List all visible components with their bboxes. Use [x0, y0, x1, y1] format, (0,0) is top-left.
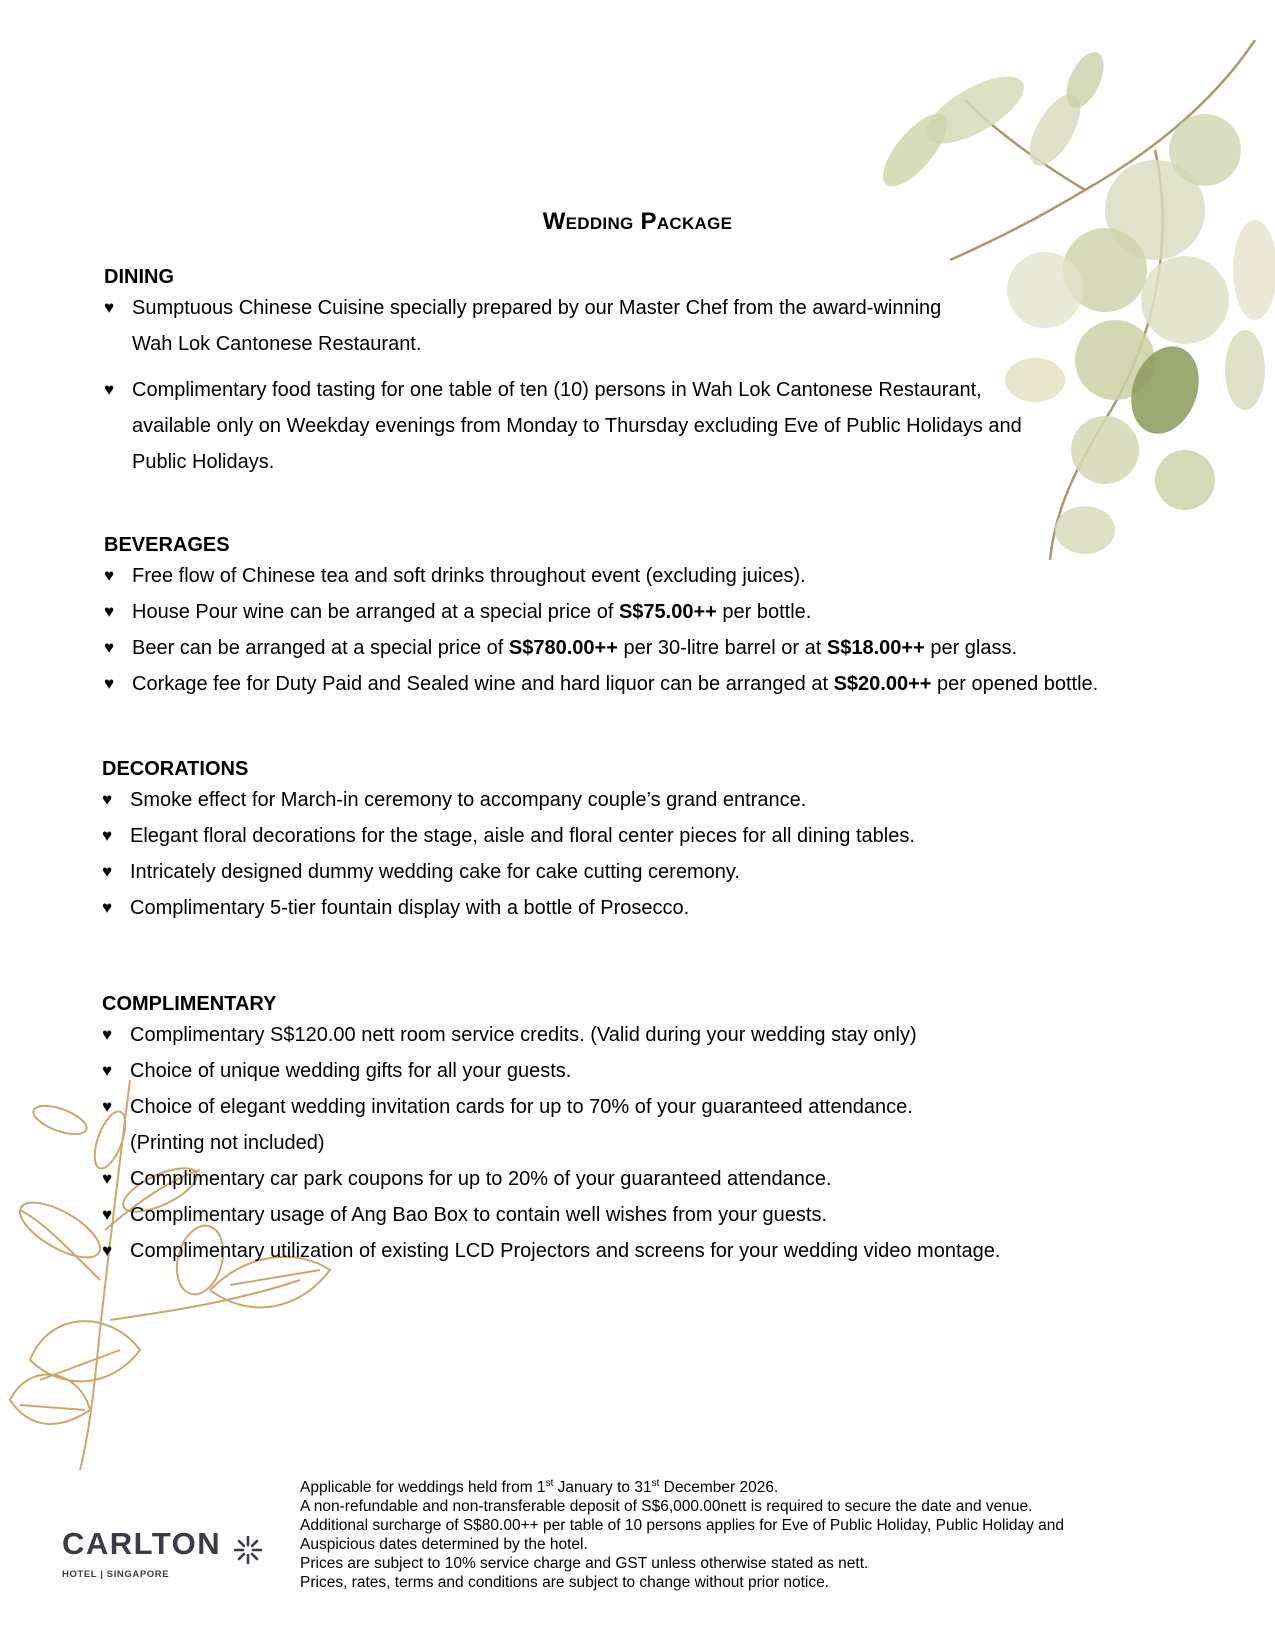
- footer-text: December 2026.: [659, 1479, 779, 1496]
- item-text: per 30-litre barrel or at: [617, 637, 827, 659]
- item-text: per opened bottle.: [931, 673, 1099, 695]
- list-item: [102, 1053, 1000, 1089]
- decorations-heading: DECORATIONS: [102, 758, 249, 780]
- list-item: [102, 1017, 1000, 1053]
- item-line: (Printing not included): [130, 1132, 325, 1154]
- beverages-section: [104, 532, 1098, 702]
- list-item: [104, 666, 1098, 702]
- price: S$780.00++: [508, 637, 618, 659]
- ordinal-suffix: st: [545, 1477, 554, 1489]
- heart-bullet-icon: ♥: [104, 298, 115, 317]
- heart-bullet-icon: ♥: [102, 1061, 113, 1080]
- item-line: Complimentary S$120.00 nett room service credits. (Valid during your wedding stay only): [130, 1024, 917, 1046]
- heart-bullet-icon: ♥: [102, 826, 113, 845]
- item-line: Public Holidays.: [132, 451, 275, 473]
- list-item: [104, 594, 1098, 630]
- starburst-icon: [232, 1534, 264, 1566]
- footer-note: Prices are subject to 10% service charge and GST unless otherwise stated as nett.: [300, 1555, 869, 1572]
- list-item: [102, 1233, 1000, 1269]
- item-line: Complimentary utilization of existing LCD Projectors and screens for your wedding video montage.: [130, 1240, 1001, 1262]
- logo-subtitle: HOTEL | SINGAPORE: [62, 1568, 170, 1580]
- item-text: Smoke effect for March-in ceremony to accompany couple’s grand entrance.: [130, 789, 807, 811]
- list-item: [102, 854, 915, 890]
- heart-bullet-icon: ♥: [102, 898, 113, 917]
- price: S$20.00++: [833, 673, 932, 695]
- item-text: Free flow of Chinese tea and soft drinks throughout event (excluding juices).: [132, 565, 806, 587]
- heart-bullet-icon: ♥: [104, 566, 115, 585]
- item-line: Sumptuous Chinese Cuisine specially prepared by our Master Chef from the award-winning: [132, 297, 942, 319]
- list-item: [104, 290, 1022, 362]
- footer-text: January to 31: [553, 1479, 652, 1496]
- page-title: Wedding Package: [542, 208, 733, 235]
- list-item: [104, 372, 1022, 480]
- dining-heading: DINING: [104, 266, 174, 288]
- footer-text: Applicable for weddings held from 1: [300, 1479, 546, 1496]
- list-item: [102, 1161, 1000, 1197]
- footer-note: Auspicious dates determined by the hotel.: [300, 1536, 588, 1553]
- heart-bullet-icon: ♥: [104, 602, 115, 621]
- footer-note: Prices, rates, terms and conditions are subject to change without prior notice.: [300, 1574, 829, 1591]
- list-item: [102, 818, 915, 854]
- heart-bullet-icon: ♥: [104, 380, 115, 399]
- heart-bullet-icon: ♥: [104, 674, 115, 693]
- footer-note: A non-refundable and non-transferable deposit of S$6,000.00nett is required to secure the date and venue.: [300, 1498, 1033, 1515]
- price: S$18.00++: [826, 637, 925, 659]
- heart-bullet-icon: ♥: [102, 862, 113, 881]
- heart-bullet-icon: ♥: [102, 1169, 113, 1188]
- item-text: Complimentary 5-tier fountain display with a bottle of Prosecco.: [130, 897, 690, 919]
- price: S$75.00++: [618, 601, 717, 623]
- list-item: [104, 558, 1098, 594]
- decorations-section: [102, 756, 915, 926]
- item-text: House Pour wine can be arranged at a special price of: [132, 601, 619, 623]
- complimentary-section: [102, 991, 1000, 1269]
- logo-wordmark: CARLTON: [62, 1526, 222, 1561]
- list-item: [102, 890, 915, 926]
- item-text: Intricately designed dummy wedding cake for cake cutting ceremony.: [130, 861, 740, 883]
- beverages-heading: BEVERAGES: [104, 534, 230, 556]
- item-line: Complimentary car park coupons for up to 20% of your guaranteed attendance.: [130, 1168, 832, 1190]
- validity-note: [300, 1478, 1180, 1497]
- heart-bullet-icon: ♥: [102, 1097, 113, 1116]
- item-text: per glass.: [924, 637, 1018, 659]
- dining-section: [104, 264, 1022, 480]
- carlton-logo: [62, 1527, 264, 1580]
- list-item: [102, 1089, 1000, 1161]
- list-item: [104, 630, 1098, 666]
- heart-bullet-icon: ♥: [102, 1025, 113, 1044]
- item-line: available only on Weekday evenings from Monday to Thursday excluding Eve of Public Holidays and: [132, 415, 1022, 437]
- item-text: Corkage fee for Duty Paid and Sealed wine and hard liquor can be arranged at: [132, 673, 834, 695]
- heart-bullet-icon: ♥: [102, 790, 113, 809]
- heart-bullet-icon: ♥: [104, 638, 115, 657]
- item-line: Complimentary food tasting for one table of ten (10) persons in Wah Lok Cantonese Restaurant,: [132, 379, 982, 401]
- complimentary-heading: COMPLIMENTARY: [102, 993, 277, 1015]
- heart-bullet-icon: ♥: [102, 1241, 113, 1260]
- list-item: [102, 782, 915, 818]
- terms-footer: [300, 1478, 1180, 1592]
- heart-bullet-icon: ♥: [102, 1205, 113, 1224]
- item-line: Complimentary usage of Ang Bao Box to contain well wishes from your guests.: [130, 1204, 828, 1226]
- item-line: Choice of unique wedding gifts for all your guests.: [130, 1060, 572, 1082]
- footer-note: Additional surcharge of S$80.00++ per table of 10 persons applies for Eve of Public Holiday, Public Holiday and: [300, 1517, 1064, 1534]
- item-text: per bottle.: [716, 601, 812, 623]
- ordinal-suffix: st: [651, 1477, 660, 1489]
- item-line: Wah Lok Cantonese Restaurant.: [132, 333, 422, 355]
- item-text: Elegant floral decorations for the stage, aisle and floral center pieces for all dining tables.: [130, 825, 915, 847]
- list-item: [102, 1197, 1000, 1233]
- item-text: Beer can be arranged at a special price of: [132, 637, 509, 659]
- item-line: Choice of elegant wedding invitation cards for up to 70% of your guaranteed attendance.: [130, 1096, 913, 1118]
